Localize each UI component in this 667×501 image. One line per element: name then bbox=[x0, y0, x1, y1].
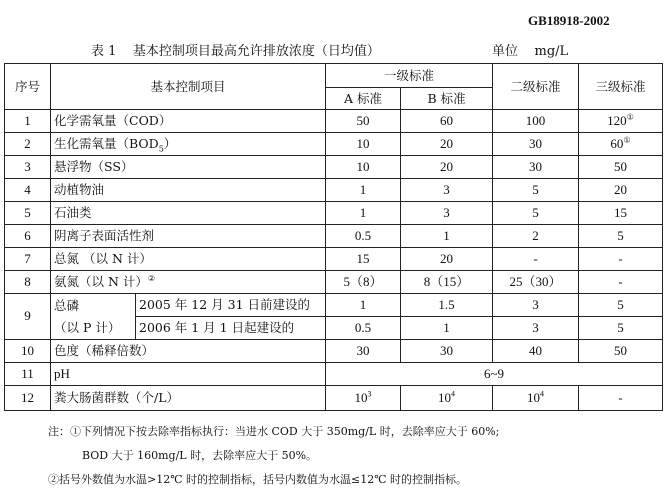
row-g3: 20 bbox=[579, 179, 663, 202]
row-no: 7 bbox=[5, 248, 51, 271]
row-item: 石油类 bbox=[51, 202, 326, 225]
row-a: $10^3$ bbox=[326, 386, 401, 411]
row-item: 氨氮（以 N 计）② bbox=[51, 271, 326, 294]
row-no: 8 bbox=[5, 271, 51, 294]
row-g2: 25（30） bbox=[493, 271, 579, 294]
row-a: 1 bbox=[326, 294, 401, 317]
row-no: 11 bbox=[5, 363, 51, 386]
note-2: ②括号外数值为水温>12℃ 时的控制指标，括号内数值为水温≤12℃ 时的控制指标。 bbox=[48, 473, 468, 486]
row-no: 1 bbox=[5, 110, 51, 133]
row-b: 8（15） bbox=[401, 271, 493, 294]
table-row bbox=[5, 179, 663, 202]
table-row bbox=[5, 363, 663, 386]
row-a: 15 bbox=[326, 248, 401, 271]
standards-table bbox=[4, 63, 663, 411]
header-item: 基本控制项目 bbox=[51, 64, 326, 110]
row-item: 总氮 （以 N 计） bbox=[51, 248, 326, 271]
row-a: 0.5 bbox=[326, 317, 401, 340]
row-g3: 5 bbox=[579, 294, 663, 317]
row-item-line1: 总磷 bbox=[54, 298, 80, 314]
row-item: pH bbox=[51, 363, 326, 386]
row-g2: - bbox=[493, 248, 579, 271]
row-no: 3 bbox=[5, 156, 51, 179]
row-g2: 3 bbox=[493, 317, 579, 340]
row-g3: 50 bbox=[579, 340, 663, 363]
row-g2: 40 bbox=[493, 340, 579, 363]
row-no: 2 bbox=[5, 133, 51, 156]
row-condition: 2005 年 12 月 31 日前建设的 bbox=[136, 294, 326, 317]
row-item: 化学需氧量（COD） bbox=[51, 110, 326, 133]
row-g2: 30 bbox=[493, 156, 579, 179]
table-row bbox=[5, 202, 663, 225]
row-condition: 2006 年 1 月 1 日起建设的 bbox=[136, 317, 326, 340]
row-b: 20 bbox=[401, 133, 493, 156]
table-row bbox=[5, 386, 663, 411]
row-no: 10 bbox=[5, 340, 51, 363]
row-a: 1 bbox=[326, 202, 401, 225]
row-no: 4 bbox=[5, 179, 51, 202]
row-item-line2: （以 P 计） bbox=[54, 319, 121, 335]
row-item: 色度（稀释倍数） bbox=[51, 340, 326, 363]
row-b: $10^4$ bbox=[401, 386, 493, 411]
row-g3: - bbox=[579, 386, 663, 411]
row-g2: 100 bbox=[493, 110, 579, 133]
row-g3: 5 bbox=[579, 317, 663, 340]
table-row bbox=[5, 271, 663, 294]
row-item: 悬浮物（SS） bbox=[51, 156, 326, 179]
row-no: 12 bbox=[5, 386, 51, 411]
header-grade2: 二级标准 bbox=[493, 64, 579, 110]
row-no: 9 bbox=[5, 294, 51, 340]
row-a: 0.5 bbox=[326, 225, 401, 248]
row-a: 5（8） bbox=[326, 271, 401, 294]
footnote-mark: ② bbox=[147, 273, 156, 283]
row-g3: 60① bbox=[579, 133, 663, 156]
row-g2: $10^4$ bbox=[493, 386, 579, 411]
note-1: 注：①下列情况下按去除率指标执行：当进水 COD 大于 350mg/L 时，去除率应大于 60%; bbox=[48, 425, 500, 438]
row-no: 5 bbox=[5, 202, 51, 225]
document-code: GB18918-2002 bbox=[528, 13, 610, 28]
row-g3: 15 bbox=[579, 202, 663, 225]
row-b: 1 bbox=[401, 225, 493, 248]
table-unit: 单位 mg/L bbox=[492, 44, 569, 59]
table-row bbox=[5, 110, 663, 133]
row-b: 1 bbox=[401, 317, 493, 340]
row-b: 20 bbox=[401, 248, 493, 271]
row-b: 1.5 bbox=[401, 294, 493, 317]
header-grade3: 三级标准 bbox=[579, 64, 663, 110]
header-grade1: 一级标准 bbox=[326, 64, 493, 88]
row-a: 10 bbox=[326, 133, 401, 156]
row-b: 20 bbox=[401, 156, 493, 179]
row-b: 3 bbox=[401, 202, 493, 225]
row-item bbox=[51, 294, 136, 340]
row-g3: - bbox=[579, 248, 663, 271]
row-g2: 5 bbox=[493, 179, 579, 202]
row-item: 生化需氧量$(BOD_5)$ bbox=[51, 133, 326, 156]
row-g2: 2 bbox=[493, 225, 579, 248]
row-item: 阴离子表面活性剂 bbox=[51, 225, 326, 248]
table-row bbox=[5, 156, 663, 179]
header-grade1b: B 标准 bbox=[401, 88, 493, 110]
row-g3: 120① bbox=[579, 110, 663, 133]
row-a: 1 bbox=[326, 179, 401, 202]
table-row bbox=[5, 340, 663, 363]
row-a: 30 bbox=[326, 340, 401, 363]
row-g3: 50 bbox=[579, 156, 663, 179]
table-row bbox=[5, 294, 663, 317]
note-1-continued: BOD 大于 160mg/L 时，去除率应大于 50%。 bbox=[82, 449, 318, 462]
row-g2: 5 bbox=[493, 202, 579, 225]
row-g3: - bbox=[579, 271, 663, 294]
row-g2: 30 bbox=[493, 133, 579, 156]
footnote-mark: ① bbox=[623, 135, 631, 145]
row-b: 60 bbox=[401, 110, 493, 133]
row-a: 50 bbox=[326, 110, 401, 133]
table-row bbox=[5, 248, 663, 271]
header-no: 序号 bbox=[5, 64, 51, 110]
row-b: 30 bbox=[401, 340, 493, 363]
row-item: 动植物油 bbox=[51, 179, 326, 202]
header-grade1a: A 标准 bbox=[326, 88, 401, 110]
row-g2: 3 bbox=[493, 294, 579, 317]
row-no: 6 bbox=[5, 225, 51, 248]
table-row bbox=[5, 225, 663, 248]
row-b: 3 bbox=[401, 179, 493, 202]
table-row bbox=[5, 133, 663, 156]
row-g3: 5 bbox=[579, 225, 663, 248]
table-title: 表 1 基本控制项目最高允许排放浓度（日均值） bbox=[91, 44, 380, 59]
row-merged-value: 6~9 bbox=[326, 363, 663, 386]
row-item: 粪大肠菌群数（个/L） bbox=[51, 386, 326, 411]
table-caption bbox=[0, 40, 667, 60]
row-a: 10 bbox=[326, 156, 401, 179]
footnote-mark: ① bbox=[626, 112, 634, 122]
